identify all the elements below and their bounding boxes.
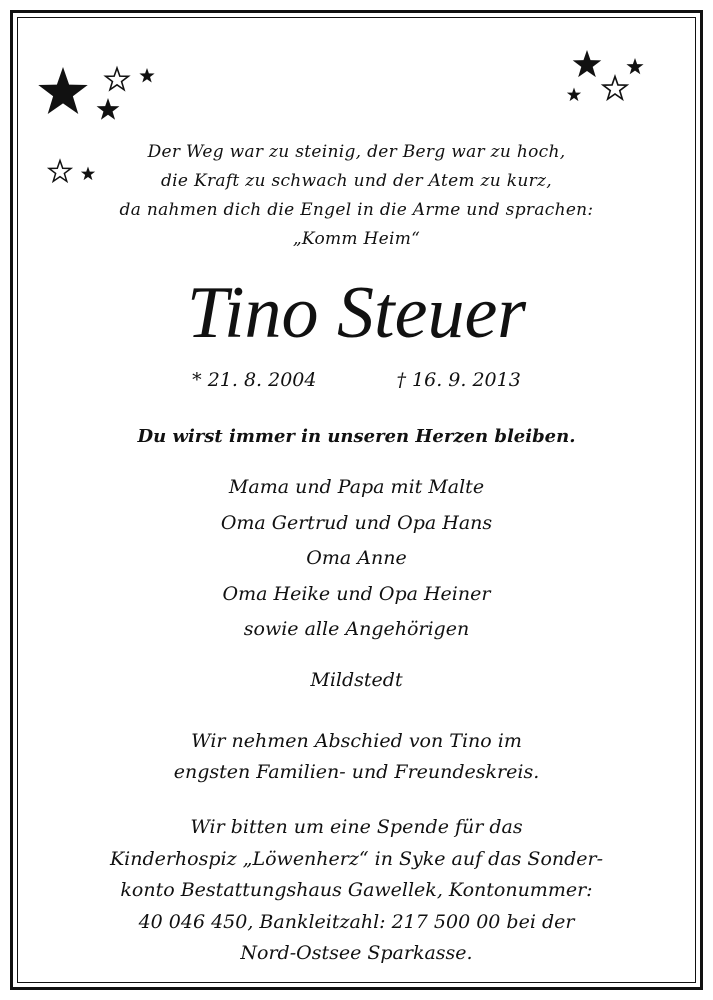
outline-star-icon [603, 77, 627, 100]
farewell-notice [0, 726, 713, 788]
mourner-line: Oma Heike und Opa Heiner [222, 582, 491, 605]
donation-line: Nord-Ostsee Sparkasse. [240, 942, 473, 964]
mourner-line: Mama und Papa mit Malte [228, 476, 485, 498]
mourner-line: Oma Gertrud und Opa Hans [220, 511, 493, 534]
farewell-line: Wir nehmen Abschied von Tino im [191, 730, 522, 752]
large-star-icon [38, 67, 87, 114]
donation-line: Kinderhospiz „Löwenherz“ in Syke auf das Sonder- [109, 847, 604, 870]
outline-star-icon [106, 68, 129, 90]
mourners-list [0, 470, 713, 648]
death-date: † 16. 9. 2013 [396, 369, 521, 391]
place: Mildstedt [310, 669, 403, 691]
donation-line: 40 046 450, Bankleitzahl: 217 500 00 bei der [138, 910, 575, 933]
poem-line: „Komm Heim“ [292, 229, 421, 249]
right-star-cluster-icon [560, 45, 660, 110]
donation-line: Wir bitten um eine Spende für das [190, 816, 523, 838]
medium-star-icon [573, 50, 602, 77]
motto: Du wirst immer in unseren Herzen bleiben. [137, 426, 576, 447]
poem-line: Der Weg war zu steinig, der Berg war zu hoch, [147, 142, 566, 162]
small-star-icon [97, 98, 120, 120]
deceased-name: Tino Steuer [186, 272, 527, 354]
mourner-line: Oma Anne [306, 547, 407, 569]
donation-line: konto Bestattungshaus Gawellek, Kontonummer: [120, 879, 593, 901]
small-star-icon [139, 68, 154, 82]
farewell-line: engsten Familien- und Freundeskreis. [173, 761, 540, 783]
mourner-line: sowie alle Angehörigen [243, 618, 470, 640]
birth-date: * 21. 8. 2004 [192, 369, 317, 391]
poem [0, 138, 713, 254]
poem-line: die Kraft zu schwach und der Atem zu kurz, [160, 171, 553, 191]
life-dates [0, 366, 713, 394]
donation-notice [0, 812, 713, 970]
small-star-icon [626, 58, 643, 74]
small-star-icon [567, 88, 581, 102]
poem-line: da nahmen dich die Engel in die Arme und sprachen: [119, 200, 594, 220]
